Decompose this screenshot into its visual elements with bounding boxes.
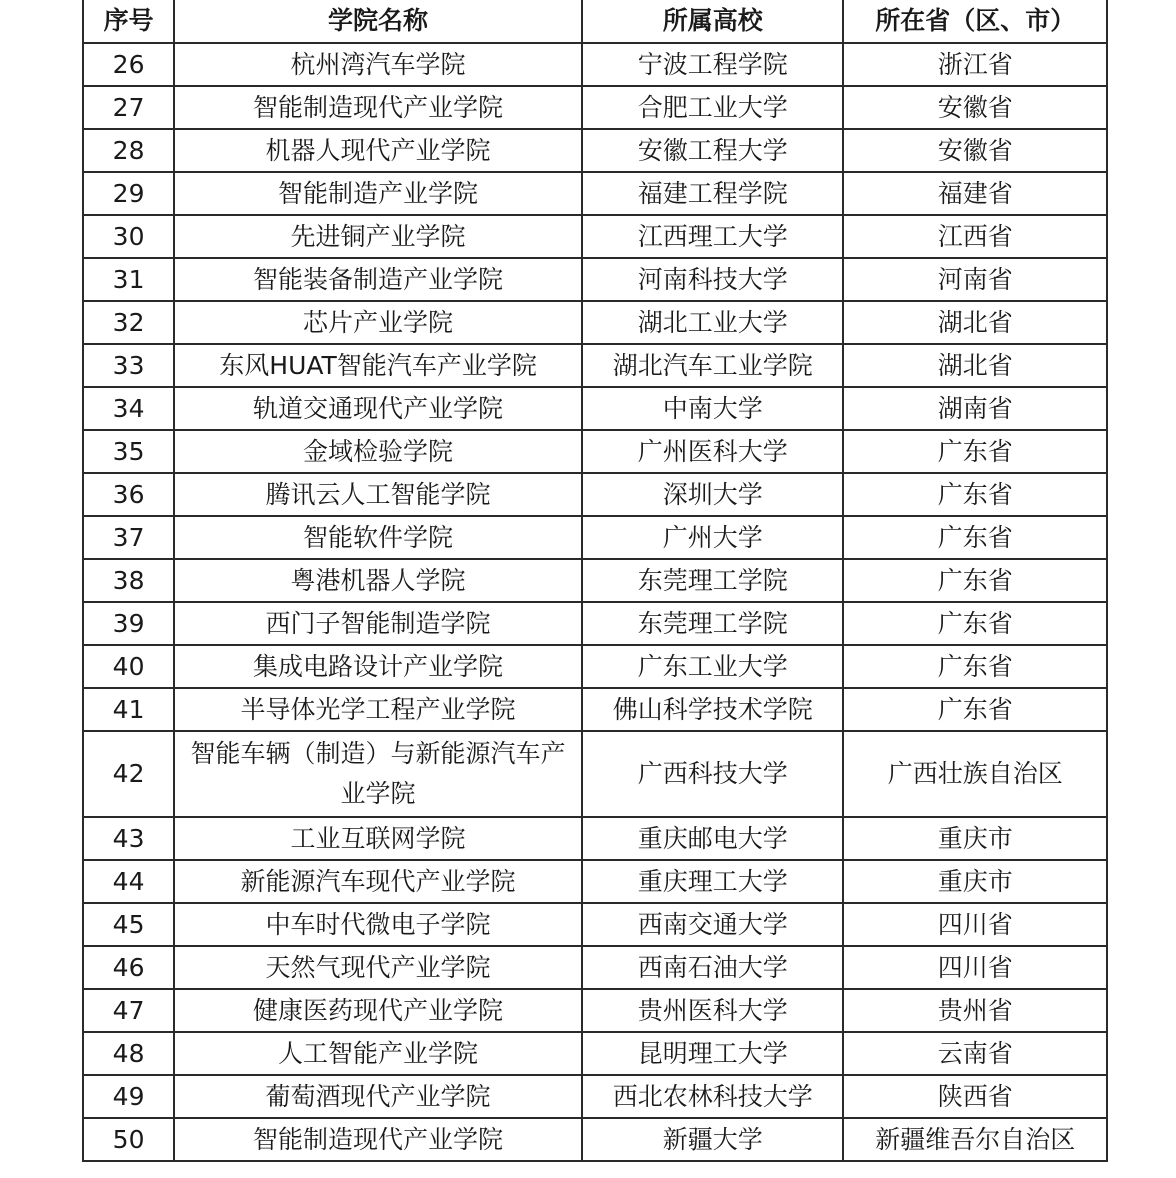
cell-college-name: 工业互联网学院 bbox=[174, 817, 582, 860]
cell-university: 河南科技大学 bbox=[582, 258, 844, 301]
cell-university: 中南大学 bbox=[582, 387, 844, 430]
cell-province: 广东省 bbox=[843, 516, 1107, 559]
header-university: 所属高校 bbox=[582, 0, 844, 43]
table-body bbox=[83, 43, 1107, 1161]
cell-college-name: 先进铜产业学院 bbox=[174, 215, 582, 258]
cell-province: 重庆市 bbox=[843, 817, 1107, 860]
cell-university: 广州医科大学 bbox=[582, 430, 844, 473]
cell-college-name: 人工智能产业学院 bbox=[174, 1032, 582, 1075]
table-row bbox=[83, 645, 1107, 688]
table-row bbox=[83, 817, 1107, 860]
cell-no: 45 bbox=[83, 903, 174, 946]
cell-university: 广东工业大学 bbox=[582, 645, 844, 688]
cell-no: 37 bbox=[83, 516, 174, 559]
table-row bbox=[83, 43, 1107, 86]
table-header bbox=[83, 0, 1107, 43]
cell-university: 广州大学 bbox=[582, 516, 844, 559]
cell-no: 36 bbox=[83, 473, 174, 516]
table-row bbox=[83, 602, 1107, 645]
cell-province: 广东省 bbox=[843, 559, 1107, 602]
cell-province: 广东省 bbox=[843, 602, 1107, 645]
cell-province: 湖北省 bbox=[843, 301, 1107, 344]
cell-college-name: 健康医药现代产业学院 bbox=[174, 989, 582, 1032]
table-row bbox=[83, 516, 1107, 559]
cell-college-name: 智能制造产业学院 bbox=[174, 172, 582, 215]
cell-no: 28 bbox=[83, 129, 174, 172]
cell-university: 合肥工业大学 bbox=[582, 86, 844, 129]
cell-university: 安徽工程大学 bbox=[582, 129, 844, 172]
cell-college-name: 机器人现代产业学院 bbox=[174, 129, 582, 172]
table-row bbox=[83, 1032, 1107, 1075]
table-row bbox=[83, 129, 1107, 172]
cell-university: 西北农林科技大学 bbox=[582, 1075, 844, 1118]
cell-university: 东莞理工学院 bbox=[582, 559, 844, 602]
table-row bbox=[83, 1075, 1107, 1118]
cell-no: 39 bbox=[83, 602, 174, 645]
header-province: 所在省（区、市） bbox=[843, 0, 1107, 43]
table-row bbox=[83, 946, 1107, 989]
header-college-name: 学院名称 bbox=[174, 0, 582, 43]
cell-province: 新疆维吾尔自治区 bbox=[843, 1118, 1107, 1161]
table-row bbox=[83, 301, 1107, 344]
table-row bbox=[83, 430, 1107, 473]
cell-university: 重庆邮电大学 bbox=[582, 817, 844, 860]
cell-college-name: 智能制造现代产业学院 bbox=[174, 1118, 582, 1161]
cell-college-name: 天然气现代产业学院 bbox=[174, 946, 582, 989]
cell-no: 47 bbox=[83, 989, 174, 1032]
table-row bbox=[83, 344, 1107, 387]
cell-college-name: 金域检验学院 bbox=[174, 430, 582, 473]
cell-university: 福建工程学院 bbox=[582, 172, 844, 215]
cell-province: 贵州省 bbox=[843, 989, 1107, 1032]
cell-no: 30 bbox=[83, 215, 174, 258]
cell-province: 湖北省 bbox=[843, 344, 1107, 387]
cell-university: 江西理工大学 bbox=[582, 215, 844, 258]
cell-university: 西南石油大学 bbox=[582, 946, 844, 989]
table-row bbox=[83, 387, 1107, 430]
cell-college-name: 集成电路设计产业学院 bbox=[174, 645, 582, 688]
header-no: 序号 bbox=[83, 0, 174, 43]
cell-college-name: 葡萄酒现代产业学院 bbox=[174, 1075, 582, 1118]
cell-no: 34 bbox=[83, 387, 174, 430]
cell-college-name: 杭州湾汽车学院 bbox=[174, 43, 582, 86]
cell-no: 32 bbox=[83, 301, 174, 344]
cell-province: 四川省 bbox=[843, 903, 1107, 946]
table-row bbox=[83, 172, 1107, 215]
cell-college-name: 新能源汽车现代产业学院 bbox=[174, 860, 582, 903]
cell-province: 安徽省 bbox=[843, 86, 1107, 129]
cell-province: 广东省 bbox=[843, 473, 1107, 516]
cell-university: 宁波工程学院 bbox=[582, 43, 844, 86]
cell-college-name: 智能软件学院 bbox=[174, 516, 582, 559]
cell-no: 40 bbox=[83, 645, 174, 688]
cell-college-name: 半导体光学工程产业学院 bbox=[174, 688, 582, 731]
cell-no: 46 bbox=[83, 946, 174, 989]
college-table bbox=[82, 0, 1108, 1162]
cell-university: 昆明理工大学 bbox=[582, 1032, 844, 1075]
table-row bbox=[83, 989, 1107, 1032]
cell-college-name: 中车时代微电子学院 bbox=[174, 903, 582, 946]
cell-college-name: 智能车辆（制造）与新能源汽车产业学院 bbox=[174, 731, 582, 817]
cell-university: 贵州医科大学 bbox=[582, 989, 844, 1032]
cell-university: 广西科技大学 bbox=[582, 731, 844, 817]
cell-no: 26 bbox=[83, 43, 174, 86]
table-row bbox=[83, 1118, 1107, 1161]
cell-college-name: 粤港机器人学院 bbox=[174, 559, 582, 602]
cell-college-name: 腾讯云人工智能学院 bbox=[174, 473, 582, 516]
cell-no: 31 bbox=[83, 258, 174, 301]
cell-province: 云南省 bbox=[843, 1032, 1107, 1075]
cell-no: 35 bbox=[83, 430, 174, 473]
cell-college-name: 智能制造现代产业学院 bbox=[174, 86, 582, 129]
cell-no: 42 bbox=[83, 731, 174, 817]
table-row bbox=[83, 473, 1107, 516]
cell-college-name: 智能装备制造产业学院 bbox=[174, 258, 582, 301]
table-row bbox=[83, 903, 1107, 946]
cell-college-name: 轨道交通现代产业学院 bbox=[174, 387, 582, 430]
table-row bbox=[83, 688, 1107, 731]
cell-college-name: 芯片产业学院 bbox=[174, 301, 582, 344]
table-row bbox=[83, 258, 1107, 301]
table-row bbox=[83, 86, 1107, 129]
cell-province: 广西壮族自治区 bbox=[843, 731, 1107, 817]
table-row bbox=[83, 731, 1107, 817]
cell-university: 重庆理工大学 bbox=[582, 860, 844, 903]
cell-no: 50 bbox=[83, 1118, 174, 1161]
cell-college-name: 西门子智能制造学院 bbox=[174, 602, 582, 645]
cell-province: 广东省 bbox=[843, 688, 1107, 731]
cell-no: 48 bbox=[83, 1032, 174, 1075]
cell-province: 广东省 bbox=[843, 430, 1107, 473]
cell-no: 41 bbox=[83, 688, 174, 731]
cell-no: 43 bbox=[83, 817, 174, 860]
cell-university: 东莞理工学院 bbox=[582, 602, 844, 645]
cell-university: 湖北汽车工业学院 bbox=[582, 344, 844, 387]
header-row bbox=[83, 0, 1107, 43]
cell-university: 新疆大学 bbox=[582, 1118, 844, 1161]
cell-college-name: 东风HUAT智能汽车产业学院 bbox=[174, 344, 582, 387]
cell-university: 西南交通大学 bbox=[582, 903, 844, 946]
cell-university: 深圳大学 bbox=[582, 473, 844, 516]
cell-province: 江西省 bbox=[843, 215, 1107, 258]
cell-province: 河南省 bbox=[843, 258, 1107, 301]
table-row bbox=[83, 559, 1107, 602]
cell-no: 27 bbox=[83, 86, 174, 129]
cell-province: 陕西省 bbox=[843, 1075, 1107, 1118]
cell-no: 38 bbox=[83, 559, 174, 602]
cell-province: 广东省 bbox=[843, 645, 1107, 688]
cell-no: 33 bbox=[83, 344, 174, 387]
cell-no: 44 bbox=[83, 860, 174, 903]
cell-no: 49 bbox=[83, 1075, 174, 1118]
table-row bbox=[83, 215, 1107, 258]
cell-no: 29 bbox=[83, 172, 174, 215]
cell-university: 湖北工业大学 bbox=[582, 301, 844, 344]
cell-province: 四川省 bbox=[843, 946, 1107, 989]
cell-province: 浙江省 bbox=[843, 43, 1107, 86]
cell-university: 佛山科学技术学院 bbox=[582, 688, 844, 731]
table-row bbox=[83, 860, 1107, 903]
cell-province: 安徽省 bbox=[843, 129, 1107, 172]
cell-province: 重庆市 bbox=[843, 860, 1107, 903]
cell-province: 福建省 bbox=[843, 172, 1107, 215]
cell-province: 湖南省 bbox=[843, 387, 1107, 430]
